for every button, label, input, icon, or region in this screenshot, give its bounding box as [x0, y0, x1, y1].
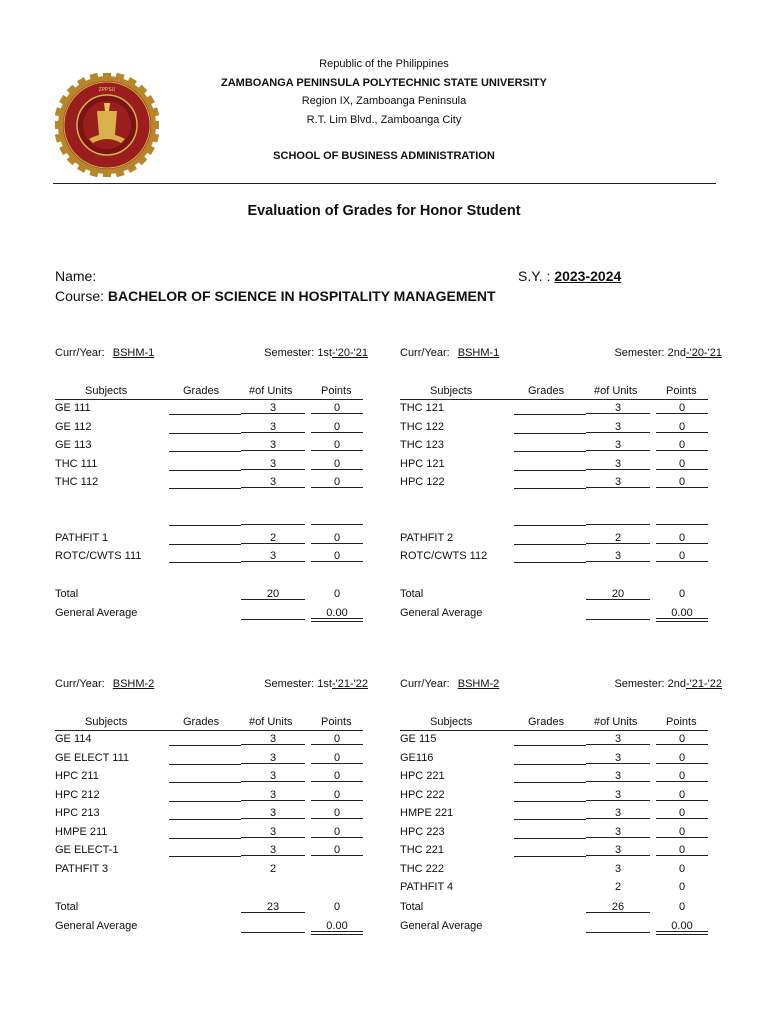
grade-input-line[interactable] — [169, 782, 241, 783]
grade-input-line[interactable] — [514, 451, 586, 452]
curr-year-value: BSHM-1 — [112, 347, 155, 359]
subject-cell: GE ELECT-1 — [55, 844, 119, 856]
table-row — [55, 400, 363, 418]
subject-cell: GE 114 — [55, 733, 92, 745]
semester-prefix: 2nd — [667, 347, 686, 359]
table-row — [55, 437, 363, 455]
subject-cell: THC 112 — [55, 476, 99, 488]
subject-cell: PATHFIT 3 — [55, 862, 109, 875]
grade-input-line[interactable] — [169, 856, 241, 857]
table-row — [55, 511, 363, 529]
table-row — [400, 437, 708, 455]
page-title: Evaluation of Grades for Honor Student — [247, 203, 521, 219]
subject-cell: GE116 — [400, 751, 434, 764]
points-cell: 0 — [311, 768, 363, 782]
points-header: Points — [666, 716, 697, 728]
header-divider — [53, 183, 716, 184]
grade-input-line[interactable] — [169, 544, 241, 545]
table-header — [55, 385, 363, 400]
grade-input-line[interactable] — [169, 525, 241, 526]
units-cell: 3 — [241, 750, 305, 764]
total-row — [400, 586, 708, 604]
subject-cell: HPC 223 — [400, 825, 445, 838]
subject-cell: THC 122 — [400, 420, 445, 433]
total-label: Total — [400, 901, 424, 913]
total-label: Total — [55, 588, 79, 600]
school-name: SCHOOL OF BUSINESS ADMINISTRATION — [273, 150, 495, 162]
curr-year — [400, 678, 499, 690]
semester-value: -'20-'21 — [332, 347, 368, 359]
table-row — [400, 419, 708, 437]
semester-prefix: 1st — [317, 347, 332, 359]
curr-year-value: BSHM-1 — [457, 347, 500, 359]
grade-input-line[interactable] — [169, 764, 241, 765]
total-points: 0 — [678, 588, 686, 600]
table-row — [400, 456, 708, 474]
points-cell: 0 — [678, 881, 686, 893]
table-row — [400, 548, 708, 566]
total-row — [55, 586, 363, 604]
grade-input-line[interactable] — [169, 433, 241, 434]
points-cell: 0 — [311, 548, 363, 562]
units-cell: 3 — [586, 456, 650, 470]
grade-input-line[interactable] — [169, 562, 241, 563]
table-row — [55, 768, 363, 786]
semester-prefix: 2nd — [667, 678, 686, 690]
units-header: #of Units — [594, 385, 638, 397]
table-row — [400, 879, 708, 897]
grades-header: Grades — [183, 385, 220, 397]
units-cell: 3 — [241, 437, 305, 451]
units-cell: 3 — [586, 842, 650, 856]
table-row — [55, 842, 363, 860]
table-row — [400, 768, 708, 786]
units-cell: 3 — [241, 731, 305, 745]
table-row — [55, 456, 363, 474]
total-points: 0 — [678, 901, 686, 913]
curr-year — [55, 678, 154, 690]
total-points: 0 — [333, 588, 341, 600]
subjects-header: Subjects — [430, 716, 473, 728]
general-average: 0.00 — [311, 605, 363, 619]
average-units-line — [241, 932, 305, 933]
subject-cell: HPC 213 — [55, 807, 100, 819]
table-row — [400, 731, 708, 749]
subject-cell: ROTC/CWTS 112 — [400, 550, 488, 562]
points-cell — [311, 511, 363, 525]
table-row — [400, 400, 708, 418]
units-cell: 3 — [586, 731, 650, 745]
units-cell: 2 — [614, 881, 622, 893]
points-cell: 0 — [656, 456, 708, 470]
average-units-line — [586, 932, 650, 933]
average-double-underline — [656, 934, 708, 935]
semester-meta — [400, 678, 722, 694]
units-cell: 3 — [586, 805, 650, 819]
points-cell: 0 — [678, 862, 686, 875]
subjects-header: Subjects — [85, 385, 128, 397]
points-cell: 0 — [311, 805, 363, 819]
table-row — [55, 787, 363, 805]
points-header: Points — [666, 385, 697, 397]
points-cell: 0 — [311, 787, 363, 801]
points-cell: 0 — [311, 474, 363, 488]
units-cell: 3 — [241, 419, 305, 433]
units-header: #of Units — [249, 385, 293, 397]
points-header: Points — [321, 385, 352, 397]
letterhead — [0, 55, 768, 166]
total-label: Total — [55, 901, 79, 913]
table-header — [55, 716, 363, 731]
average-label: General Average — [55, 607, 138, 619]
grade-input-line[interactable] — [169, 801, 241, 802]
table-row — [55, 805, 363, 823]
curr-year-value: BSHM-2 — [112, 678, 155, 690]
points-header: Points — [321, 716, 352, 728]
semester-block — [55, 347, 373, 619]
total-points: 0 — [333, 901, 341, 913]
grade-input-line[interactable] — [514, 856, 586, 857]
semester-meta — [400, 347, 722, 363]
units-cell: 3 — [586, 474, 650, 488]
name-label: Name: — [55, 268, 97, 284]
subject-cell: GE 112 — [55, 420, 92, 433]
curr-year — [55, 347, 154, 359]
average-label: General Average — [55, 920, 138, 932]
table-row — [55, 474, 363, 492]
table-row — [400, 530, 708, 548]
subject-cell: ROTC/CWTS 111 — [55, 550, 142, 562]
points-cell: 0 — [656, 750, 708, 764]
course-value: BACHELOR OF SCIENCE IN HOSPITALITY MANAGEMENT — [107, 288, 496, 304]
average-double-underline — [311, 621, 363, 622]
points-cell: 0 — [656, 400, 708, 414]
units-cell: 3 — [586, 824, 650, 838]
subjects-header: Subjects — [430, 385, 473, 397]
sy-value: 2023-2024 — [554, 268, 622, 284]
average-units-line — [586, 619, 650, 620]
sy-label: S.Y. : — [518, 268, 551, 284]
points-cell: 0 — [656, 824, 708, 838]
points-cell: 0 — [656, 787, 708, 801]
country-line: Republic of the Philippines — [319, 58, 449, 70]
curr-year-label: Curr/Year: — [400, 347, 450, 359]
course-label: Course: — [55, 288, 105, 304]
units-cell: 3 — [241, 842, 305, 856]
subject-cell: HPC 122 — [400, 476, 445, 488]
grade-input-line[interactable] — [514, 414, 586, 415]
table-row — [400, 474, 708, 492]
points-cell: 0 — [656, 419, 708, 433]
grade-input-line[interactable] — [514, 838, 586, 839]
semester-block — [55, 678, 373, 932]
points-cell: 0 — [656, 842, 708, 856]
points-cell — [656, 511, 708, 525]
table-row — [400, 787, 708, 805]
grade-input-line[interactable] — [514, 745, 586, 746]
points-cell: 0 — [311, 530, 363, 544]
points-cell: 0 — [311, 437, 363, 451]
subject-cell: HMPE 221 — [400, 807, 454, 819]
table-row — [55, 750, 363, 768]
units-cell: 2 — [269, 862, 277, 875]
points-cell: 0 — [311, 456, 363, 470]
units-cell: 3 — [586, 768, 650, 782]
units-cell: 3 — [586, 437, 650, 451]
subject-cell: PATHFIT 1 — [55, 531, 109, 544]
svg-text:ZPPSU: ZPPSU — [98, 87, 116, 93]
semester-label: Semester: — [614, 678, 665, 690]
grade-input-line[interactable] — [514, 801, 586, 802]
grade-input-line[interactable] — [514, 764, 586, 765]
semester-label: Semester: — [614, 347, 665, 359]
units-cell: 3 — [241, 787, 305, 801]
semester — [614, 678, 722, 690]
region-line: Region IX, Zamboanga Peninsula — [301, 95, 467, 107]
units-cell — [586, 511, 650, 525]
grade-input-line[interactable] — [514, 819, 586, 820]
table-row — [55, 824, 363, 842]
grade-input-line[interactable] — [514, 433, 586, 434]
table-row — [400, 824, 708, 842]
grade-input-line[interactable] — [169, 414, 241, 415]
table-header — [400, 716, 708, 731]
grade-input-line[interactable] — [169, 745, 241, 746]
grade-input-line[interactable] — [169, 819, 241, 820]
semester-label: Semester: — [264, 678, 315, 690]
subject-cell: THC 222 — [400, 862, 445, 875]
table-header — [400, 385, 708, 400]
subject-cell: THC 121 — [400, 402, 445, 414]
curr-year-label: Curr/Year: — [400, 678, 450, 690]
table-row — [55, 731, 363, 749]
semester-block — [400, 678, 722, 932]
grade-input-line[interactable] — [514, 470, 586, 471]
points-cell: 0 — [311, 824, 363, 838]
average-double-underline — [656, 621, 708, 622]
subject-cell: GE 111 — [55, 402, 91, 414]
points-cell: 0 — [311, 400, 363, 414]
semester-meta — [55, 347, 373, 363]
table-row — [400, 511, 708, 529]
points-cell: 0 — [656, 474, 708, 488]
units-cell: 3 — [586, 787, 650, 801]
points-cell: 0 — [656, 437, 708, 451]
semester-meta — [55, 678, 373, 694]
grade-input-line[interactable] — [169, 488, 241, 489]
subject-cell: PATHFIT 4 — [400, 881, 454, 893]
grade-input-line[interactable] — [514, 782, 586, 783]
table-row — [55, 548, 363, 566]
university-name: ZAMBOANGA PENINSULA POLYTECHNIC STATE UNIVERSITY — [221, 76, 547, 89]
points-cell: 0 — [311, 750, 363, 764]
table-row — [55, 530, 363, 548]
subject-cell: HPC 211 — [55, 770, 99, 782]
total-row — [55, 899, 363, 917]
grade-input-line[interactable] — [514, 562, 586, 563]
table-row — [400, 861, 708, 879]
points-cell: 0 — [656, 805, 708, 819]
subject-cell: HPC 121 — [400, 457, 445, 470]
total-units: 20 — [241, 586, 305, 600]
units-cell: 2 — [241, 530, 305, 544]
units-cell: 3 — [241, 474, 305, 488]
units-cell: 2 — [586, 530, 650, 544]
points-cell: 0 — [656, 731, 708, 745]
subject-cell: THC 123 — [400, 439, 445, 451]
semester-label: Semester: — [264, 347, 315, 359]
address-line: R.T. Lim Blvd., Zamboanga City — [306, 113, 462, 126]
semester-value: -'20-'21 — [686, 347, 722, 359]
curr-year-value: BSHM-2 — [457, 678, 500, 690]
average-double-underline — [311, 934, 363, 935]
average-label: General Average — [400, 607, 483, 619]
points-cell: 0 — [311, 842, 363, 856]
curr-year-label: Curr/Year: — [55, 678, 105, 690]
units-cell: 3 — [586, 548, 650, 562]
table-row — [400, 750, 708, 768]
table-row — [400, 805, 708, 823]
general-average: 0.00 — [656, 605, 708, 619]
semester-value: -'21-'22 — [332, 678, 368, 690]
units-cell: 3 — [241, 805, 305, 819]
semester-value: -'21-'22 — [686, 678, 722, 690]
total-row — [400, 899, 708, 917]
points-cell: 0 — [311, 419, 363, 433]
units-cell: 3 — [241, 456, 305, 470]
points-cell: 0 — [656, 530, 708, 544]
semester — [614, 347, 722, 359]
subject-cell: HPC 221 — [400, 770, 445, 782]
units-header: #of Units — [249, 716, 293, 728]
total-units: 23 — [241, 899, 305, 913]
subject-cell: GE 115 — [400, 733, 437, 745]
grade-input-line[interactable] — [514, 488, 586, 489]
grade-input-line[interactable] — [169, 470, 241, 471]
grade-input-line[interactable] — [169, 838, 241, 839]
semester-block — [400, 347, 722, 619]
units-cell: 3 — [241, 400, 305, 414]
grade-input-line[interactable] — [169, 451, 241, 452]
subject-cell: HPC 222 — [400, 788, 445, 801]
subject-cell: PATHFIT 2 — [400, 531, 454, 544]
general-average: 0.00 — [656, 918, 708, 932]
average-units-line — [241, 619, 305, 620]
units-cell: 3 — [614, 862, 622, 875]
units-cell: 3 — [241, 768, 305, 782]
subject-cell: THC 221 — [400, 844, 445, 856]
total-label: Total — [400, 588, 424, 600]
school-year — [518, 268, 621, 284]
average-label: General Average — [400, 920, 483, 932]
grade-input-line[interactable] — [514, 525, 586, 526]
table-row — [400, 842, 708, 860]
table-row — [55, 861, 363, 879]
subject-cell: HMPE 211 — [55, 825, 108, 838]
semester — [264, 678, 368, 690]
grades-header: Grades — [528, 716, 565, 728]
subject-cell: THC 111 — [55, 457, 98, 470]
general-average: 0.00 — [311, 918, 363, 932]
units-cell: 3 — [586, 750, 650, 764]
subjects-header: Subjects — [85, 716, 128, 728]
points-cell: 0 — [311, 731, 363, 745]
subject-cell: HPC 212 — [55, 788, 100, 801]
units-cell: 3 — [241, 824, 305, 838]
grade-input-line[interactable] — [514, 544, 586, 545]
units-cell: 3 — [241, 548, 305, 562]
subject-cell: GE 113 — [55, 439, 92, 451]
curr-year — [400, 347, 499, 359]
units-cell: 3 — [586, 419, 650, 433]
semester-prefix: 1st — [317, 678, 332, 690]
units-cell — [241, 511, 305, 525]
units-header: #of Units — [594, 716, 638, 728]
table-row — [55, 419, 363, 437]
total-units: 20 — [586, 586, 650, 600]
semester — [264, 347, 368, 359]
points-cell: 0 — [656, 768, 708, 782]
grades-header: Grades — [183, 716, 220, 728]
points-cell: 0 — [656, 548, 708, 562]
curr-year-label: Curr/Year: — [55, 347, 105, 359]
total-units: 26 — [586, 899, 650, 913]
subject-cell: GE ELECT 111 — [55, 751, 129, 764]
grades-header: Grades — [528, 385, 565, 397]
units-cell: 3 — [586, 400, 650, 414]
course-line — [55, 288, 496, 304]
